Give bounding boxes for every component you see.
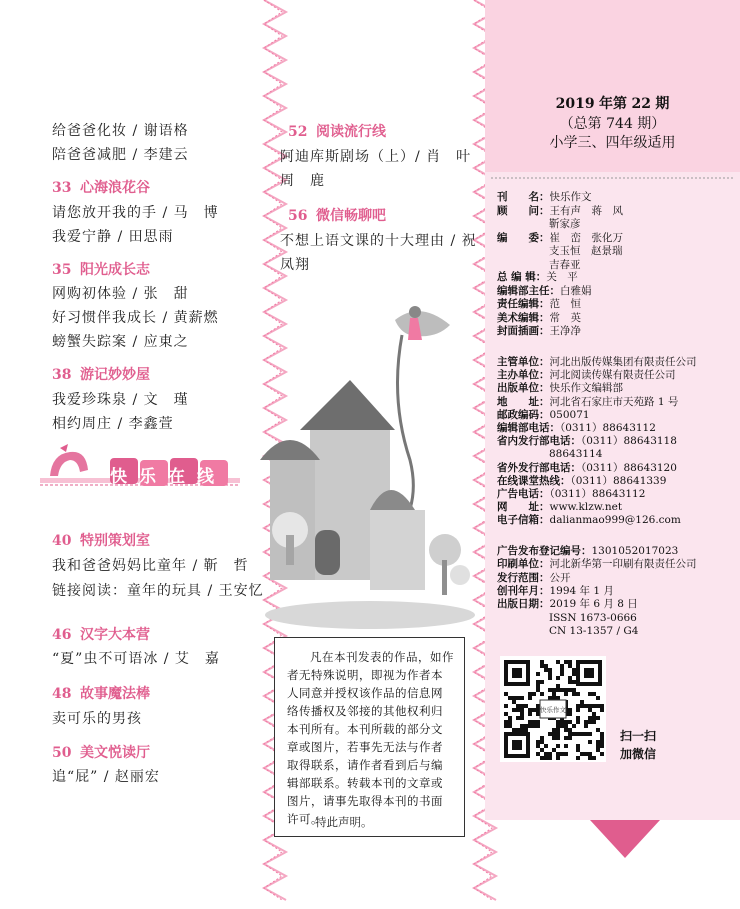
credit-row <box>549 624 638 638</box>
credit-row <box>497 368 676 382</box>
credit-row <box>497 474 666 488</box>
credit-value: 88643114 <box>549 448 603 461</box>
credit-value: 快乐作文 <box>549 191 592 203</box>
dotted-divider <box>485 176 740 180</box>
credit-value: 支玉恒 赵景瑞 <box>549 245 623 257</box>
credit-row <box>497 571 571 585</box>
credit-key: 主办单位： <box>497 369 550 382</box>
scan-label: 扫一扫 <box>620 729 657 743</box>
credit-value: （0311）88643120 <box>581 461 677 474</box>
credit-value: 靳家彦 <box>549 218 581 230</box>
credit-key: 出版单位： <box>497 382 550 395</box>
credit-value: 2019 年 6 月 8 日 <box>549 598 638 611</box>
list-item: 不想上语文课的十大理由 / 祝 <box>280 233 477 249</box>
credit-value: CN 13-1357 / G4 <box>549 624 639 637</box>
issue-number: 2019 年第 22 期 <box>555 96 670 112</box>
credit-row <box>497 284 592 298</box>
credit-value: 快乐作文编辑部 <box>549 382 623 395</box>
credit-row <box>497 355 697 369</box>
list-item: 卖可乐的男孩 <box>52 711 142 727</box>
grade-level: 小学三、四年级适用 <box>549 135 676 151</box>
credit-value: 1301052017023 <box>591 545 679 557</box>
qr-code[interactable] <box>500 656 606 762</box>
credit-row <box>497 584 614 598</box>
credit-key: 省外发行部电话： <box>497 461 581 474</box>
credit-key: 顾 问： <box>497 204 550 217</box>
credit-row <box>497 408 590 422</box>
credit-key: 广告发布登记编号： <box>497 545 592 557</box>
credit-key: 刊 名： <box>497 191 550 203</box>
credit-row <box>497 311 581 325</box>
list-item: 我爱宁静 / 田思雨 <box>52 229 174 245</box>
credit-key: 发行范围： <box>497 571 550 584</box>
credit-value: 河北省石家庄市天苑路 1 号 <box>549 395 679 408</box>
credit-row <box>497 324 581 338</box>
credit-row <box>497 500 622 514</box>
section-heading: 33 心海浪花谷 <box>52 180 150 196</box>
credit-row <box>497 204 623 218</box>
list-item: 螃蟹失踪案 / 应東之 <box>52 334 189 350</box>
credit-value: 王有声 蒋 风 <box>549 204 623 217</box>
credit-key: 邮政编码： <box>497 408 550 421</box>
credit-row <box>497 381 623 395</box>
list-item: 请您放开我的手 / 马 博 <box>52 205 219 221</box>
credit-value: （0311）88641339 <box>570 474 667 487</box>
credit-value: （0311）88643112 <box>549 488 646 500</box>
notice-closing: 特此声明。 <box>315 815 373 829</box>
list-item: 给爸爸化妆 / 谢语格 <box>52 123 189 139</box>
credit-key: 编辑部主任： <box>497 284 560 297</box>
credit-row <box>497 461 677 475</box>
credit-key: 主管单位： <box>497 356 550 368</box>
wechat-label: 加微信 <box>620 747 657 761</box>
fairy-house-illustration <box>220 280 480 640</box>
credit-key: 编 委： <box>497 231 550 244</box>
credit-row <box>549 244 623 258</box>
credit-row <box>497 231 623 245</box>
panel-pointer <box>590 820 660 860</box>
credit-key: 总 编 辑： <box>497 271 547 283</box>
total-issue: （总第 744 期） <box>559 116 666 132</box>
credit-row <box>497 487 645 501</box>
credit-value: （0311）88643118 <box>581 435 677 448</box>
credit-value: 吉春亚 <box>549 258 581 271</box>
credit-value: 白雅娟 <box>560 284 592 297</box>
credit-row <box>497 297 581 311</box>
list-item: 陪爸爸减肥 / 李建云 <box>52 147 189 163</box>
credit-key: 出版日期： <box>497 598 550 611</box>
credit-key: 网 址： <box>497 501 550 514</box>
credit-value: 崔 峦 张化万 <box>549 231 623 244</box>
credit-value: 公开 <box>549 571 571 584</box>
section-heading: 38 游记妙妙屋 <box>52 367 150 383</box>
credit-row <box>497 434 677 448</box>
credit-row <box>497 190 592 204</box>
section-heading: 56 微信畅聊吧 <box>288 208 386 224</box>
list-item: 周 鹿 <box>280 173 325 189</box>
credit-row <box>497 270 578 284</box>
credit-row <box>497 395 678 409</box>
list-item: 我爱珍珠泉 / 文 瑾 <box>52 392 189 408</box>
credit-row <box>497 544 678 558</box>
credit-row <box>549 611 637 625</box>
list-item: 好习惯伴我成长 / 黄薪燃 <box>52 310 219 326</box>
credit-value: www.klzw.net <box>549 501 623 514</box>
list-item: 阿迪库斯剧场（上）/ 肖 叶 <box>280 149 472 165</box>
credit-key: 印刷单位： <box>497 558 550 571</box>
credit-key: 省内发行部电话： <box>497 435 581 448</box>
credit-value: ISSN 1673-0666 <box>549 611 637 624</box>
credit-row <box>497 513 681 527</box>
qr-center-label: 快乐作文 <box>540 706 566 714</box>
section-heading: 48 故事魔法棒 <box>52 686 150 702</box>
credit-value: 范 恒 <box>549 298 581 310</box>
credit-value: 河北出版传媒集团有限责任公司 <box>549 356 697 368</box>
credit-key: 封面插画： <box>497 325 550 337</box>
list-item: 网购初体验 / 张 甜 <box>52 286 189 302</box>
list-item: “夏”虫不可语冰 / 艾 嘉 <box>52 651 220 667</box>
banner-label: 快乐在线 <box>110 467 226 487</box>
credit-value: 河北阅读传媒有限责任公司 <box>549 369 676 382</box>
credit-value: 王净净 <box>549 325 581 337</box>
credit-row <box>497 421 656 435</box>
section-heading: 35 阳光成长志 <box>52 262 150 278</box>
credit-value: （0311）88643112 <box>560 422 656 434</box>
credit-value: 1994 年 1 月 <box>549 584 614 597</box>
section-heading: 50 美文悦读厅 <box>52 745 150 761</box>
list-item: 我和爸爸妈妈比童年 / 靳 哲 <box>52 558 249 574</box>
list-item: 凤翔 <box>280 257 310 273</box>
credit-row <box>549 447 602 461</box>
copyright-notice <box>274 637 465 837</box>
credit-value: 河北新华第一印刷有限责任公司 <box>549 558 697 571</box>
issue-header <box>485 0 740 172</box>
list-item: 链接阅读：童年的玩具 / 王安忆 <box>52 583 264 599</box>
list-item: 追“屁” / 赵丽宏 <box>52 769 160 785</box>
section-heading: 52 阅读流行线 <box>288 124 386 140</box>
credit-key: 编辑部电话： <box>497 422 560 434</box>
credit-key: 责任编辑： <box>497 298 550 310</box>
credit-row <box>549 217 581 231</box>
credit-row <box>497 597 638 611</box>
credit-key: 美术编辑： <box>497 311 550 324</box>
credit-key: 广告电话： <box>497 488 550 500</box>
credit-key: 在线课堂热线： <box>497 474 571 487</box>
credit-value: 常 英 <box>549 311 581 324</box>
credit-key: 地 址： <box>497 395 550 408</box>
section-heading: 46 汉字大本营 <box>52 627 150 643</box>
section-heading: 40 特别策划室 <box>52 533 150 549</box>
credit-value: 050071 <box>549 408 590 421</box>
list-item: 相约周庄 / 李鑫萱 <box>52 416 174 432</box>
notice-text: 凡在本刊发表的作品，如作者无特殊说明，即视为作者本人同意并授权该作品的信息网络传播权及邻接的其他权利归本刊所有。本刊所载的部分文章或图片，若事先无法与作者取得联系，请作者看到后与编辑部联系。转载本刊的文章或图片，请事先取得本刊的书面许可。 <box>287 650 454 826</box>
credit-value: 关 平 <box>546 271 578 283</box>
credit-row <box>497 557 697 571</box>
credit-key: 创刊年月： <box>497 584 550 597</box>
credit-value: dalianmao999@126.com <box>549 514 681 527</box>
credit-key: 电子信箱： <box>497 514 550 527</box>
